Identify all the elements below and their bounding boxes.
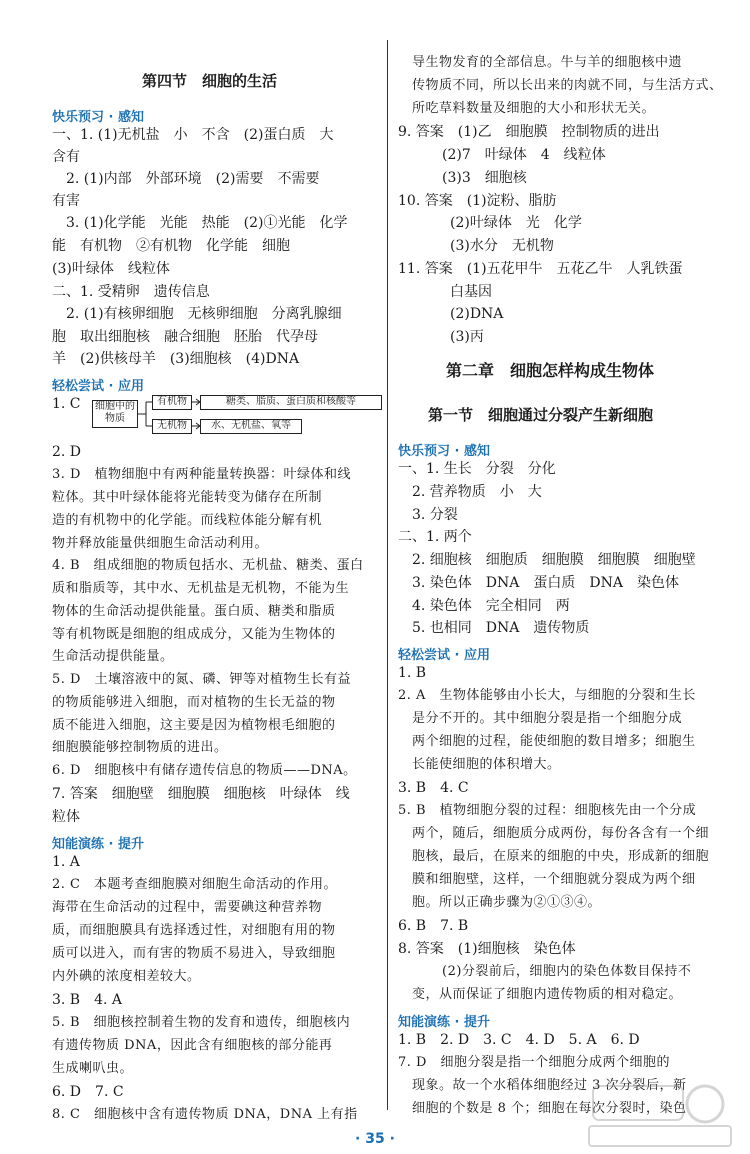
bullet-dot: · <box>355 1131 366 1147</box>
text-line: 7. D 细胞分裂是指一个细胞分成两个细胞的 <box>398 1055 670 1070</box>
text-line: 物体的生命活动提供能量。蛋白质、糖类和脂质 <box>52 604 336 619</box>
text-line: 3. 分裂 <box>412 507 458 523</box>
text-line: 6. D 7. C <box>52 1084 124 1100</box>
text-line: 的物质能够进入细胞，而对植物的生长无益的物 <box>52 695 336 710</box>
text-line: 4. 染色体 完全相同 两 <box>412 598 570 614</box>
chapter-title: 第二章 细胞怎样构成生物体 <box>446 361 655 380</box>
text-line: 质不能进入细胞，这主要是因为植物根毛细胞的 <box>52 718 336 733</box>
text-line: 1. C <box>52 396 81 412</box>
text-line: 胞核，最后，在原来的细胞的中央，形成新的细胞 <box>412 849 710 864</box>
column-divider <box>387 40 388 1110</box>
text-line: 5. B 细胞核控制着生物的发育和遗传，细胞核内 <box>52 1015 351 1030</box>
bullet-dot: · <box>384 1131 395 1147</box>
text-line: 现象。故一个水稻体细胞经过 3 次分裂后，新 <box>412 1078 687 1093</box>
diagram-organic-items: 糖类、脂质、蛋白质和核酸等 <box>200 395 382 410</box>
heading-preview: 快乐预习 · 感知 <box>52 110 144 125</box>
text-line: 3. B 4. A <box>52 992 123 1008</box>
text-line: 粒体。其中叶绿体能将光能转变为储存在所制 <box>52 490 323 505</box>
text-line: (3)叶绿体 线粒体 <box>52 261 170 277</box>
classification-diagram <box>92 392 382 438</box>
text-line: 2. C 本题考查细胞膜对细胞生命活动的作用。 <box>52 877 337 892</box>
text-line: 二、1. 两个 <box>398 529 472 545</box>
section-title: 第一节 细胞通过分裂产生新细胞 <box>428 406 654 424</box>
text-line: 海带在生命活动的过程中，需要碘这种营养物 <box>52 900 323 915</box>
text-line: 3. (1)化学能 光能 热能 (2)①光能 化学 <box>66 215 348 231</box>
text-line: 5. D 土壤溶液中的氮、磷、钾等对植物生长有益 <box>52 672 351 687</box>
text-line: (2)叶绿体 光 化学 <box>450 215 582 231</box>
text-line: 2. D <box>52 444 82 460</box>
text-line: 3. D 植物细胞中有两种能量转换器：叶绿体和线 <box>52 467 351 482</box>
text-line: 2. (1)内部 外部环境 (2)需要 不需要 <box>66 171 320 187</box>
diagram-inorganic: 无机物 <box>152 419 192 434</box>
watermark-logo <box>585 1082 735 1148</box>
section-title: 第四节 细胞的生活 <box>142 72 278 90</box>
text-line: 细胞膜能够控制物质的进出。 <box>52 740 228 755</box>
text-line: 胞 取出细胞核 融合细胞 胚胎 代孕母 <box>52 329 318 345</box>
text-line: 细胞的个数是 8 个；细胞在每次分裂时，染色 <box>412 1101 687 1116</box>
text-line: 内外碘的浓度相差较大。 <box>52 969 201 984</box>
text-line: 传物质不同，所以长出来的肉就不同，与生活方式、 <box>412 78 723 93</box>
text-line: 变，从而保证了细胞内遗传物质的相对稳定。 <box>412 987 683 1002</box>
text-line: 胞。所以正确步骤为②①③④。 <box>412 895 602 910</box>
text-line: 等有机物既是细胞的组成成分，又能为生物体的 <box>52 627 336 642</box>
text-line: 7. 答案 细胞壁 细胞膜 细胞核 叶绿体 线 <box>52 786 350 802</box>
text-line: 是分不开的。其中细胞分裂是指一个细胞分成 <box>412 711 683 726</box>
text-line: 11. 答案 (1)五花甲牛 五花乙牛 人乳铁蛋 <box>398 261 683 277</box>
text-line: 质可以进入，而有害的物质不易进入，导致细胞 <box>52 946 336 961</box>
text-line: 一、1. 生长 分裂 分化 <box>398 461 556 477</box>
heading-preview: 快乐预习 · 感知 <box>398 444 490 459</box>
text-line: 导生物发育的全部信息。牛与羊的细胞核中遗 <box>412 55 683 70</box>
text-line: (2)7 叶绿体 4 线粒体 <box>442 147 606 163</box>
text-line: 2. 营养物质 小 大 <box>412 484 542 500</box>
text-line: 膜和细胞壁，这样，一个细胞就分裂成为两个细 <box>412 872 696 887</box>
text-line: 生成喇叭虫。 <box>52 1061 134 1076</box>
text-line: 4. B 组成细胞的物质包括水、无机盐、糖类、蛋白 <box>52 558 364 573</box>
diagram-root: 细胞中的物质 <box>92 400 138 428</box>
text-line: 所吃草料数量及细胞的大小和形状无关。 <box>412 101 656 116</box>
text-line: (2)分裂前后，细胞内的染色体数目保持不 <box>442 964 692 979</box>
text-line: 3. 染色体 DNA 蛋白质 DNA 染色体 <box>412 575 679 591</box>
page-number-value: 35 <box>365 1131 385 1147</box>
text-line: 造的有机物中的化学能。而线粒体能分解有机 <box>52 513 323 528</box>
text-line: (3)3 细胞核 <box>442 170 527 186</box>
text-line: 两个，随后，细胞质分成两份，每份各含有一个细 <box>412 826 710 841</box>
text-line: 含有 <box>52 149 80 165</box>
heading-try: 轻松尝试 · 应用 <box>52 379 144 394</box>
text-line: 长能使细胞的体积增大。 <box>412 757 561 772</box>
text-line: 羊 (2)供核母羊 (3)细胞核 (4)DNA <box>52 351 300 367</box>
heading-practice: 知能演练 · 提升 <box>52 837 144 852</box>
text-line: (3)丙 <box>450 329 484 345</box>
text-line: 1. A <box>52 854 80 870</box>
text-line: 有遗传物质 DNA，因此含有细胞核的部分能再 <box>52 1038 333 1053</box>
text-line: 二、1. 受精卵 遗传信息 <box>52 284 210 300</box>
heading-try: 轻松尝试 · 应用 <box>398 648 490 663</box>
text-line: 质和脂质等，其中水、无机盐是无机物，不能为生 <box>52 581 350 596</box>
text-line: 有害 <box>52 193 80 209</box>
text-line: 生命活动提供能量。 <box>52 649 174 664</box>
text-line: 两个细胞的过程，能使细胞的数目增多；细胞生 <box>412 734 696 749</box>
text-line: 1. B <box>398 665 427 681</box>
text-line: 8. 答案 (1)细胞核 染色体 <box>398 941 576 957</box>
heading-practice: 知能演练 · 提升 <box>398 1015 490 1030</box>
text-line: 2. 细胞核 细胞质 细胞膜 细胞膜 细胞壁 <box>412 552 696 568</box>
text-line: 物并释放能量供细胞生命活动利用。 <box>52 536 269 551</box>
text-line: 3. B 4. C <box>398 780 469 796</box>
text-line: 质，而细胞膜具有选择透过性，对细胞有用的物 <box>52 923 336 938</box>
text-line: (2)DNA <box>450 306 504 322</box>
text-line: 粒体 <box>52 809 80 825</box>
text-line: 10. 答案 (1)淀粉、脂肪 <box>398 193 557 209</box>
text-line: 8. C 细胞核中含有遗传物质 DNA，DNA 上有指 <box>52 1107 358 1122</box>
text-line: 6. D 细胞核中有储存遗传信息的物质——DNA。 <box>52 763 357 778</box>
text-line: 5. B 植物细胞分裂的过程：细胞核先由一个分成 <box>398 803 697 818</box>
text-line: 5. 也相同 DNA 遗传物质 <box>412 620 590 636</box>
text-line: 一、1. (1)无机盐 小 不含 (2)蛋白质 大 <box>52 127 334 143</box>
diagram-inorganic-items: 水、无机盐、氧等 <box>200 419 302 434</box>
text-line: 9. 答案 (1)乙 细胞膜 控制物质的进出 <box>398 124 660 140</box>
diagram-organic: 有机物 <box>152 395 192 410</box>
text-line: (3)水分 无机物 <box>450 238 554 254</box>
text-line: 白基因 <box>450 284 492 300</box>
text-line: 6. B 7. B <box>398 918 469 934</box>
text-line: 2. A 生物体能够由小长大，与细胞的分裂和生长 <box>398 688 696 703</box>
text-line: 2. (1)有核卵细胞 无核卵细胞 分离乳腺细 <box>66 306 342 322</box>
text-line: 能 有机物 ②有机物 化学能 细胞 <box>52 238 290 254</box>
text-line: 1. B 2. D 3. C 4. D 5. A 6. D <box>398 1032 640 1048</box>
